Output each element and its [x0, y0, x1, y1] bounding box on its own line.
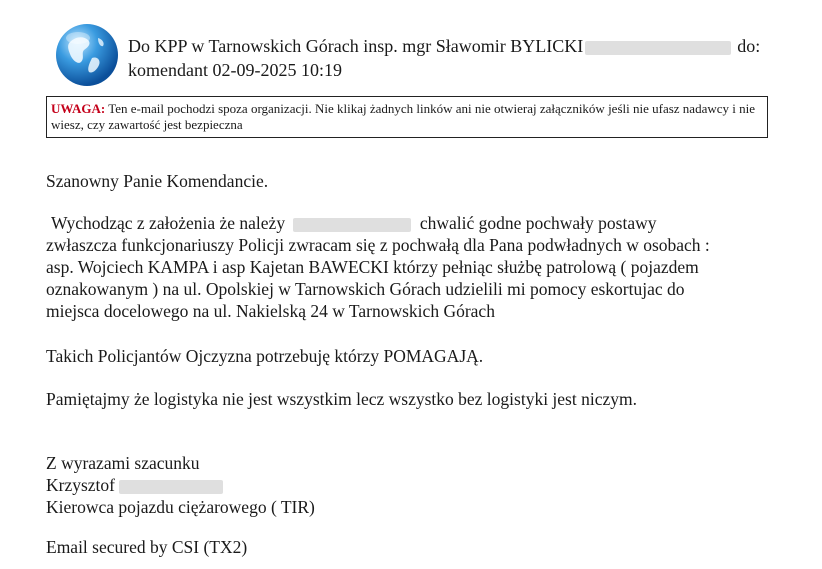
- warning-text: Ten e-mail pochodzi spoza organizacji. Nie klikaj żadnych linków ani nie otwieraj załączników jeśli nie ufasz nadawcy i nie wiesz, czy zawartość jest bezpieczna: [51, 101, 755, 132]
- signature-name-line: [46, 474, 786, 496]
- paragraph-policemen: Takich Policjantów Ojczyzna potrzebuję którzy POMAGAJĄ.: [46, 346, 484, 366]
- signature-role: Kierowca pojazdu ciężarowego ( TIR): [46, 497, 315, 517]
- p1-line-5: miejsca docelowego na ul. Nakielską 24 w Tarnowskich Górach: [46, 301, 495, 321]
- email-header: [128, 34, 808, 82]
- footer-note: Email secured by CSI (TX2): [46, 537, 248, 557]
- greeting: Szanowny Panie Komendancie.: [46, 171, 269, 191]
- p1-line-4: oznakowanym ) na ul. Opolskiej w Tarnowskich Górach udzielili mi pomocy eskortujac do: [46, 279, 685, 299]
- email-body: [46, 170, 786, 558]
- header-to-label: do:: [737, 36, 761, 56]
- redaction: [119, 480, 223, 494]
- external-warning-box: [46, 96, 768, 138]
- signature-closing: Z wyrazami szacunku: [46, 453, 200, 473]
- p1-line-1a: Wychodząc z założenia że należy: [51, 213, 286, 233]
- paragraph-logistics: Pamiętajmy że logistyka nie jest wszystkim lecz wszystko bez logistyki jest niczym.: [46, 389, 637, 409]
- warning-label: UWAGA:: [51, 101, 106, 116]
- p1-line-3: asp. Wojciech KAMPA i asp Kajetan BAWECKI którzy pełniąc służbę patrolową ( pojazdem: [46, 257, 699, 277]
- signature-name: Krzysztof: [46, 475, 116, 495]
- redaction: [585, 41, 731, 55]
- globe-icon: [54, 22, 120, 88]
- p1-line-2: zwłaszcza funkcjonariuszy Policji zwracam się z pochwałą dla Pana podwładnych w osobach :: [46, 235, 710, 255]
- redaction: [293, 218, 411, 232]
- recipient-text: Do KPP w Tarnowskich Górach insp. mgr Sławomir BYLICKI: [128, 36, 584, 56]
- paragraph-praise: [46, 212, 786, 322]
- header-line-2: komendant 02-09-2025 10:19: [128, 60, 342, 80]
- p1-line-1b: chwalić godne pochwały postawy: [419, 213, 657, 233]
- header-line-1: [128, 34, 808, 58]
